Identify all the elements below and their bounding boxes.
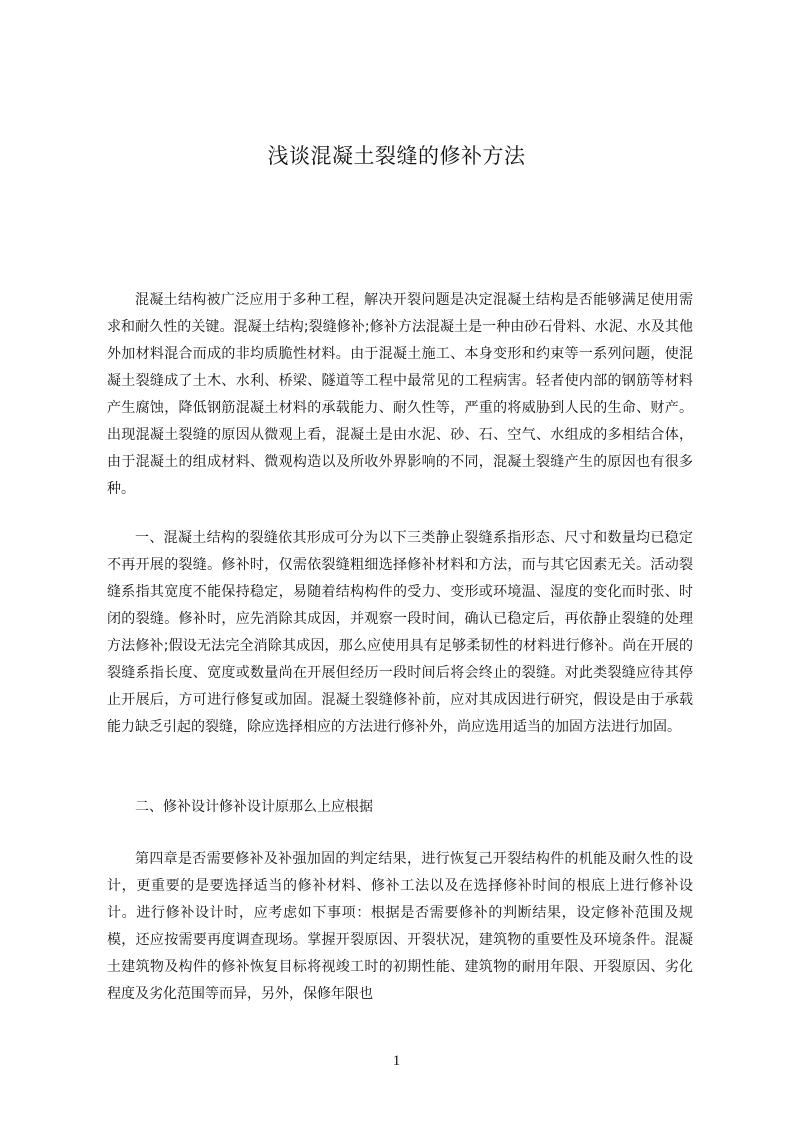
body-paragraph-3: 第四章是否需要修补及补强加固的判定结果，进行恢复己开裂结构件的机能及耐久性的设计，更重要的是要选择适当的修补材料、修补工法以及在选择修补时间的根底上进行修补设计。进行修补设计时，应考虑如下事项：根据是否需要修补的判断结果，设定修补范围及规模，还应按需要再度调查现场。掌握开裂原因、开裂状况，建筑物的重要性及环境条件。混凝土建筑物及构件的修补恢复目标将视竣工时的初期性能、建筑物的耐用年限、开裂原因、劣化程度及劣化范围等而异，另外，保修年限也	[107, 851, 693, 1002]
body-paragraph-2: 一、混凝土结构的裂缝依其形成可分为以下三类静止裂缝系指形态、尺寸和数量均已稳定不再开展的裂缝。修补时，仅需依裂缝粗细选择修补材料和方法，而与其它因素无关。活动裂缝系指其宽度不能保持稳定，易随着结构构件的受力、变形或环境温、湿度的变化而时张、时闭的裂缝。修补时，应先消除其成因，并观察一段时间，确认已稳定后，再依静止裂缝的处理方法修补;假设无法完全消除其成因，那么应使用具有足够柔韧性的材料进行修补。尚在开展的裂缝系指长度、宽度或数量尚在开展但经历一段时间后将会终止的裂缝。对此类裂缝应待其停止开展后，方可进行修复或加固。混凝土裂缝修补前，应对其成因进行研究，假设是由于承载能力缺乏引起的裂缝，除应选择相应的方法进行修补外，尚应选用适当的加固方法进行加固。	[107, 530, 693, 735]
document-title: 浅谈混凝土裂缝的修补方法	[267, 144, 526, 168]
section-heading: 二、修补设计修补设计原那么上应根据	[135, 799, 373, 815]
body-paragraph-1: 混凝土结构被广泛应用于多种工程，解决开裂问题是决定混凝土结构是否能够满足使用需求和耐久性的关键。混凝土结构;裂缝修补;修补方法混凝土是一种由砂石骨料、水泥、水及其他外加材料混合而成的非均质脆性材料。由于混凝土施工、本身变形和约束等一系列问题，使混凝土裂缝成了土木、水利、桥梁、隧道等工程中最常见的工程病害。轻者使内部的钢筋等材料产生腐蚀，降低钢筋混凝土材料的承载能力、耐久性等，严重的将威胁到人民的生命、财产。出现混凝土裂缝的原因从微观上看，混凝土是由水泥、砂、石、空气、水组成的多相结合体，由于混凝土的组成材料、微观构造以及所收外界影响的不同，混凝土裂缝产生的原因也有很多种。	[107, 292, 693, 497]
page-number: 1	[392, 1053, 401, 1069]
